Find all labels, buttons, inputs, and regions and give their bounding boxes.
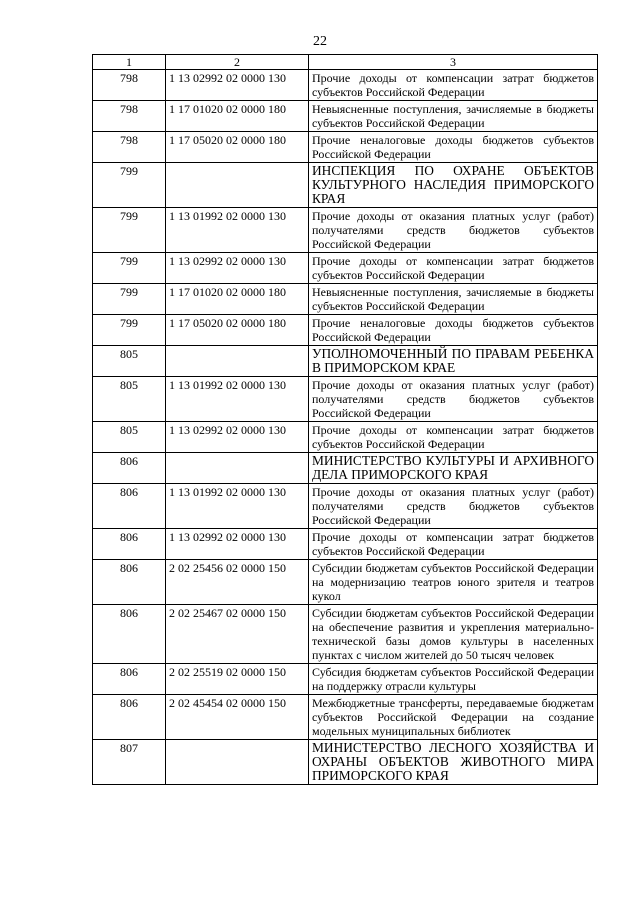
income-name-cell: Прочие доходы от оказания платных услуг (работ) получателями средств бюджетов субъектов Российской Федерации	[309, 484, 598, 529]
table-row	[93, 377, 598, 422]
admin-code-cell: 798	[93, 70, 166, 101]
admin-code-cell: 805	[93, 377, 166, 422]
table-row	[93, 695, 598, 740]
budget-code-cell: 2 02 25519 02 0000 150	[166, 664, 309, 695]
table-row	[93, 284, 598, 315]
admin-code-cell: 806	[93, 664, 166, 695]
admin-code-cell: 799	[93, 315, 166, 346]
budget-code-cell: 1 17 05020 02 0000 180	[166, 132, 309, 163]
section-heading-row	[93, 163, 598, 208]
table-row	[93, 560, 598, 605]
budget-code-cell: 1 13 01992 02 0000 130	[166, 377, 309, 422]
table-row	[93, 484, 598, 529]
table-row	[93, 529, 598, 560]
budget-code-cell	[166, 346, 309, 377]
income-name-cell: Субсидия бюджетам субъектов Российской Федерации на поддержку отрасли культуры	[309, 664, 598, 695]
income-name-cell: Прочие доходы от оказания платных услуг (работ) получателями средств бюджетов субъектов Российской Федерации	[309, 377, 598, 422]
budget-code-cell: 1 13 02992 02 0000 130	[166, 253, 309, 284]
admin-code-cell: 806	[93, 605, 166, 664]
income-name-cell: Невыясненные поступления, зачисляемые в бюджеты субъектов Российской Федерации	[309, 284, 598, 315]
section-heading-row	[93, 740, 598, 785]
budget-code-cell: 1 13 02992 02 0000 130	[166, 422, 309, 453]
admin-code-cell: 806	[93, 560, 166, 605]
column-header-kbk: 2	[166, 55, 309, 70]
section-title-cell: УПОЛНОМОЧЕННЫЙ ПО ПРАВАМ РЕБЕНКА В ПРИМОРСКОМ КРАЕ	[309, 346, 598, 377]
table-row	[93, 664, 598, 695]
table-row	[93, 253, 598, 284]
budget-code-cell	[166, 453, 309, 484]
table-row	[93, 422, 598, 453]
budget-code-cell	[166, 163, 309, 208]
revenue-codes-table	[92, 54, 598, 785]
table-row	[93, 208, 598, 253]
section-title-cell: ИНСПЕКЦИЯ ПО ОХРАНЕ ОБЪЕКТОВ КУЛЬТУРНОГО НАСЛЕДИЯ ПРИМОРСКОГО КРАЯ	[309, 163, 598, 208]
budget-code-cell: 2 02 25456 02 0000 150	[166, 560, 309, 605]
admin-code-cell: 805	[93, 346, 166, 377]
admin-code-cell: 798	[93, 132, 166, 163]
admin-code-cell: 807	[93, 740, 166, 785]
admin-code-cell: 806	[93, 453, 166, 484]
table-header-row	[93, 55, 598, 70]
budget-code-cell: 2 02 25467 02 0000 150	[166, 605, 309, 664]
budget-code-cell: 1 13 02992 02 0000 130	[166, 70, 309, 101]
budget-code-cell: 1 13 02992 02 0000 130	[166, 529, 309, 560]
column-header-name: 3	[309, 55, 598, 70]
table-row	[93, 132, 598, 163]
budget-code-cell: 1 17 05020 02 0000 180	[166, 315, 309, 346]
income-name-cell: Прочие доходы от оказания платных услуг (работ) получателями средств бюджетов субъектов Российской Федерации	[309, 208, 598, 253]
admin-code-cell: 806	[93, 695, 166, 740]
budget-code-cell: 1 17 01020 02 0000 180	[166, 101, 309, 132]
table-row	[93, 101, 598, 132]
admin-code-cell: 799	[93, 253, 166, 284]
admin-code-cell: 799	[93, 284, 166, 315]
budget-code-cell	[166, 740, 309, 785]
admin-code-cell: 806	[93, 484, 166, 529]
income-name-cell: Прочие доходы от компенсации затрат бюджетов субъектов Российской Федерации	[309, 70, 598, 101]
income-name-cell: Невыясненные поступления, зачисляемые в бюджеты субъектов Российской Федерации	[309, 101, 598, 132]
income-name-cell: Прочие доходы от компенсации затрат бюджетов субъектов Российской Федерации	[309, 529, 598, 560]
column-header-admin: 1	[93, 55, 166, 70]
admin-code-cell: 805	[93, 422, 166, 453]
income-name-cell: Субсидии бюджетам субъектов Российской Федерации на модернизацию театров юного зрителя и театров кукол	[309, 560, 598, 605]
section-heading-row	[93, 346, 598, 377]
budget-code-cell: 2 02 45454 02 0000 150	[166, 695, 309, 740]
page-number: 22	[313, 34, 327, 49]
budget-code-cell: 1 13 01992 02 0000 130	[166, 484, 309, 529]
table-row	[93, 315, 598, 346]
admin-code-cell: 806	[93, 529, 166, 560]
budget-code-cell: 1 17 01020 02 0000 180	[166, 284, 309, 315]
income-name-cell: Прочие неналоговые доходы бюджетов субъектов Российской Федерации	[309, 315, 598, 346]
section-heading-row	[93, 453, 598, 484]
income-name-cell: Межбюджетные трансферты, передаваемые бюджетам субъектов Российской Федерации на создание модельных муниципальных библиотек	[309, 695, 598, 740]
budget-code-cell: 1 13 01992 02 0000 130	[166, 208, 309, 253]
income-name-cell: Прочие доходы от компенсации затрат бюджетов субъектов Российской Федерации	[309, 422, 598, 453]
admin-code-cell: 799	[93, 163, 166, 208]
table-row	[93, 605, 598, 664]
admin-code-cell: 798	[93, 101, 166, 132]
table-row	[93, 70, 598, 101]
income-name-cell: Субсидии бюджетам субъектов Российской Федерации на обеспечение развития и укрепления материально-технической базы домов культуры в населенных пунктах с числом жителей до 50 тысяч человек	[309, 605, 598, 664]
income-name-cell: Прочие доходы от компенсации затрат бюджетов субъектов Российской Федерации	[309, 253, 598, 284]
admin-code-cell: 799	[93, 208, 166, 253]
income-name-cell: Прочие неналоговые доходы бюджетов субъектов Российской Федерации	[309, 132, 598, 163]
section-title-cell: МИНИСТЕРСТВО КУЛЬТУРЫ И АРХИВНОГО ДЕЛА ПРИМОРСКОГО КРАЯ	[309, 453, 598, 484]
section-title-cell: МИНИСТЕРСТВО ЛЕСНОГО ХОЗЯЙСТВА И ОХРАНЫ ОБЪЕКТОВ ЖИВОТНОГО МИРА ПРИМОРСКОГО КРАЯ	[309, 740, 598, 785]
